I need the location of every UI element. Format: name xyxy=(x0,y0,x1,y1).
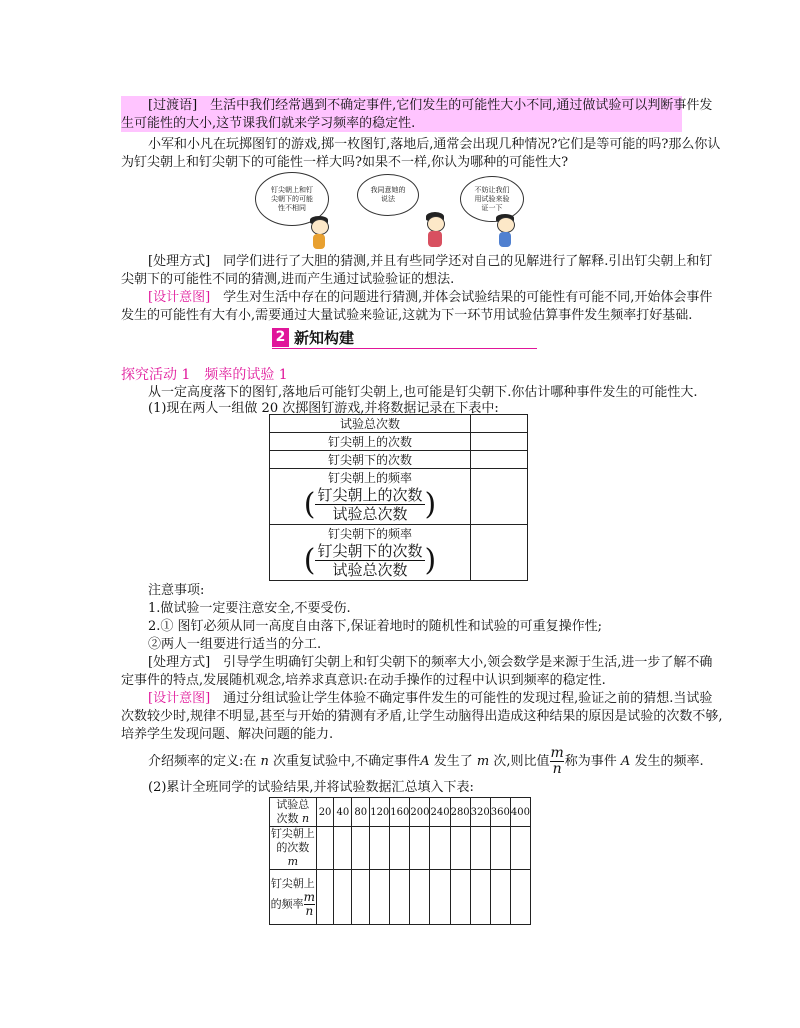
table-row xyxy=(270,451,528,469)
table-cell-input[interactable] xyxy=(450,827,470,870)
table-cell-label: 试验总次数 xyxy=(270,415,471,433)
table-cell-input[interactable] xyxy=(316,827,334,870)
freq-down-label: 钉尖朝下的频率 xyxy=(327,527,412,541)
table-cell-input[interactable] xyxy=(352,870,370,925)
table-cell-input[interactable] xyxy=(410,870,430,925)
transition-text-1: 生活中我们经常遇到不确定事件,它们发生的可能性大小不同,通过做试验可以判断事件发 xyxy=(210,98,713,113)
fraction-numerator: m xyxy=(550,745,564,761)
freq-up-cell xyxy=(270,469,471,525)
count-cell: 280 xyxy=(450,798,470,827)
freq-up-fraction xyxy=(315,486,424,523)
var-n: n xyxy=(260,754,269,769)
freq-down-cell xyxy=(270,525,471,581)
section-title: 新知构建 xyxy=(294,329,355,347)
header-text: 钉尖朝上 xyxy=(270,876,315,890)
note-1: 1.做试验一定要注意安全,不要受伤. xyxy=(148,601,351,616)
count-cell: 200 xyxy=(410,798,430,827)
activity-title: 探究活动 1 频率的试验 1 xyxy=(121,367,288,383)
count-cell: 120 xyxy=(370,798,390,827)
table-cell-input[interactable] xyxy=(370,827,390,870)
design2-line-3: 培养学生发现问题、解决问题的能力. xyxy=(121,727,334,742)
table-cell-input[interactable] xyxy=(390,870,410,925)
table-cell-input[interactable] xyxy=(471,415,528,433)
transition-tag: [过渡语] xyxy=(148,98,198,113)
paren-right: ) xyxy=(424,543,437,578)
design1-line-1 xyxy=(148,289,712,307)
definition-fraction xyxy=(550,746,563,777)
kid-figure-3 xyxy=(493,214,517,248)
table-row xyxy=(270,827,531,870)
table-cell-input[interactable] xyxy=(316,870,334,925)
table-cell-input[interactable] xyxy=(510,870,530,925)
intro-line-1: 小军和小凡在玩掷图钉的游戏,掷一枚图钉,落地后,通常会出现几种情况?它们是等可能的吗?那么你认 xyxy=(148,137,721,152)
table-row xyxy=(270,469,528,525)
handling1-line-2: 尖朝下的可能性不同的猜测,进而产生通过试验验证的想法. xyxy=(121,272,455,287)
table-cell-input[interactable] xyxy=(430,827,450,870)
definition-text: 称为事件 xyxy=(564,754,617,769)
table-row xyxy=(270,525,528,581)
table-row xyxy=(270,870,531,925)
header-trials xyxy=(270,798,317,827)
handling2-tag: [处理方式] xyxy=(148,655,211,670)
freq-down-numerator: 钉尖朝下的次数 xyxy=(317,542,423,560)
design1-line-2: 发生的可能性有大有小,需要通过大量试验来验证,这就为下一环节用试验估算事件发生频率打好基础. xyxy=(121,308,693,323)
table-cell-input[interactable] xyxy=(390,827,410,870)
table-cell-input[interactable] xyxy=(352,827,370,870)
summary-table xyxy=(269,797,531,925)
paren-right: ) xyxy=(424,487,437,522)
definition-text: 发生了 xyxy=(433,754,473,769)
design2-line-2: 次数较少时,规律不明显,甚至与开始的猜测有矛盾,让学生动脑得出造成这种结果的原因是试验的次数不够, xyxy=(121,709,723,724)
table-row xyxy=(270,433,528,451)
definition-text: 发生的频率. xyxy=(634,754,704,769)
table-row xyxy=(270,798,531,827)
table-cell-input[interactable] xyxy=(334,827,352,870)
design2-line-1 xyxy=(148,690,712,708)
count-cell: 40 xyxy=(334,798,352,827)
frequency-definition xyxy=(148,746,704,777)
table-cell-input[interactable] xyxy=(450,870,470,925)
activity-task-1: (1)现在两人一组做 20 次掷图钉游戏,并将数据记录在下表中: xyxy=(148,401,499,416)
header-text: 的频率 xyxy=(270,897,304,910)
intro-line-2: 为钉尖朝上和钉尖朝下的可能性一样大吗?如果不一样,你认为哪种的可能性大? xyxy=(121,155,569,170)
section-number-badge: 2 xyxy=(272,328,289,347)
section-rule xyxy=(272,348,537,349)
design2-text-1: 通过分组试验让学生体验不确定事件发生的可能性的发现过程,验证之前的猜想.当试验 xyxy=(223,691,713,706)
section-heading xyxy=(272,327,537,349)
speech-bubble-3: 不妨让我们用试验来验证一下 xyxy=(460,176,524,222)
definition-text: 次,则比值 xyxy=(493,754,550,769)
handling1-tag: [处理方式] xyxy=(148,254,211,269)
table-cell-input[interactable] xyxy=(510,827,530,870)
definition-text: 介绍频率的定义:在 xyxy=(148,754,257,769)
task-2: (2)累计全班同学的试验结果,并将试验数据汇总填入下表: xyxy=(148,780,474,795)
fraction-numerator: m xyxy=(303,889,315,904)
header-text: 试验总 xyxy=(276,798,310,811)
definition-text: 次重复试验中,不确定事件 xyxy=(273,754,421,769)
header-up-count xyxy=(270,827,317,870)
fraction-denominator: n xyxy=(552,761,562,777)
count-cell: 80 xyxy=(352,798,370,827)
kids-illustration xyxy=(255,172,545,250)
activity-desc: 从一定高度落下的图钉,落地后可能钉尖朝上,也可能是钉尖朝下.你估计哪种事件发生的可能性大. xyxy=(148,385,698,400)
table-cell-input[interactable] xyxy=(471,451,528,469)
table-cell-input[interactable] xyxy=(370,870,390,925)
var-m: m xyxy=(476,754,490,769)
table-cell-input[interactable] xyxy=(471,433,528,451)
freq-up-denominator: 试验总次数 xyxy=(332,505,408,523)
table-cell-input[interactable] xyxy=(471,469,528,525)
note-3: ②两人一组要进行适当的分工. xyxy=(148,637,322,652)
var-n: n xyxy=(302,812,310,825)
table-cell-input[interactable] xyxy=(410,827,430,870)
notes-title: 注意事项: xyxy=(148,583,205,598)
freq-up-numerator: 钉尖朝上的次数 xyxy=(317,486,423,504)
handling1-line-1 xyxy=(148,253,712,271)
handling2-line-2: 定事件的特点,发展随机观念,培养求真意识:在动手操作的过程中认识到频率的稳定性. xyxy=(121,673,606,688)
count-cell: 320 xyxy=(470,798,490,827)
table-cell-input[interactable] xyxy=(470,827,490,870)
count-cell: 240 xyxy=(430,798,450,827)
table-cell-label: 钉尖朝上的次数 xyxy=(270,433,471,451)
handling2-line-1 xyxy=(148,654,712,672)
design1-text-1: 学生对生活中存在的问题进行猜测,并体会试验结果的可能性有可能不同,开始体会事件 xyxy=(223,290,713,305)
table-cell-input[interactable] xyxy=(334,870,352,925)
header-up-frequency xyxy=(270,870,317,925)
table-cell-label: 钉尖朝下的次数 xyxy=(270,451,471,469)
design1-tag: [设计意图] xyxy=(148,290,211,305)
note-2: 2.① 图钉必须从同一高度自由落下,保证着地时的随机性和试验的可重复操作性; xyxy=(148,619,603,634)
speech-bubble-2: 我同意她的说法 xyxy=(357,174,419,216)
count-cell: 400 xyxy=(510,798,530,827)
var-a: A xyxy=(620,754,631,769)
record-table xyxy=(269,414,528,581)
transition-line-1 xyxy=(148,97,712,115)
design2-tag: [设计意图] xyxy=(148,691,211,706)
paren-left: ( xyxy=(303,543,316,578)
var-m: m xyxy=(287,855,299,868)
fraction-denominator: n xyxy=(305,903,314,918)
table-row xyxy=(270,415,528,433)
count-cell: 360 xyxy=(490,798,510,827)
handling2-text-1: 引导学生明确钉尖朝上和钉尖朝下的频率大小,领会数学是来源于生活,进一步了解不确 xyxy=(223,655,713,670)
var-a: A xyxy=(420,754,430,769)
freq-up-label: 钉尖朝上的频率 xyxy=(327,471,412,485)
paren-left: ( xyxy=(303,487,316,522)
handling1-text-1: 同学们进行了大胆的猜测,并且有些同学还对自己的见解进行了解释.引出钉尖朝上和钉 xyxy=(223,254,713,269)
freq-down-fraction xyxy=(315,542,424,579)
table-cell-input[interactable] xyxy=(470,870,490,925)
kid-figure-2 xyxy=(423,212,447,248)
table-cell-input[interactable] xyxy=(490,870,510,925)
header-fraction xyxy=(304,891,315,918)
header-text: 次数 xyxy=(276,812,299,825)
header-text: 钉尖朝上 xyxy=(270,827,315,840)
count-cell: 160 xyxy=(390,798,410,827)
header-text: 的次数 xyxy=(276,841,310,854)
speech-bubble-1: 钉尖朝上和钉尖朝下的可能性不相同 xyxy=(255,172,329,226)
kid-figure-1 xyxy=(307,216,331,250)
table-cell-input[interactable] xyxy=(430,870,450,925)
count-cell: 20 xyxy=(316,798,334,827)
transition-line-2: 生可能性的大小,这节课我们就来学习频率的稳定性. xyxy=(121,116,416,131)
freq-down-denominator: 试验总次数 xyxy=(332,561,408,579)
table-cell-input[interactable] xyxy=(490,827,510,870)
table-cell-input[interactable] xyxy=(471,525,528,581)
